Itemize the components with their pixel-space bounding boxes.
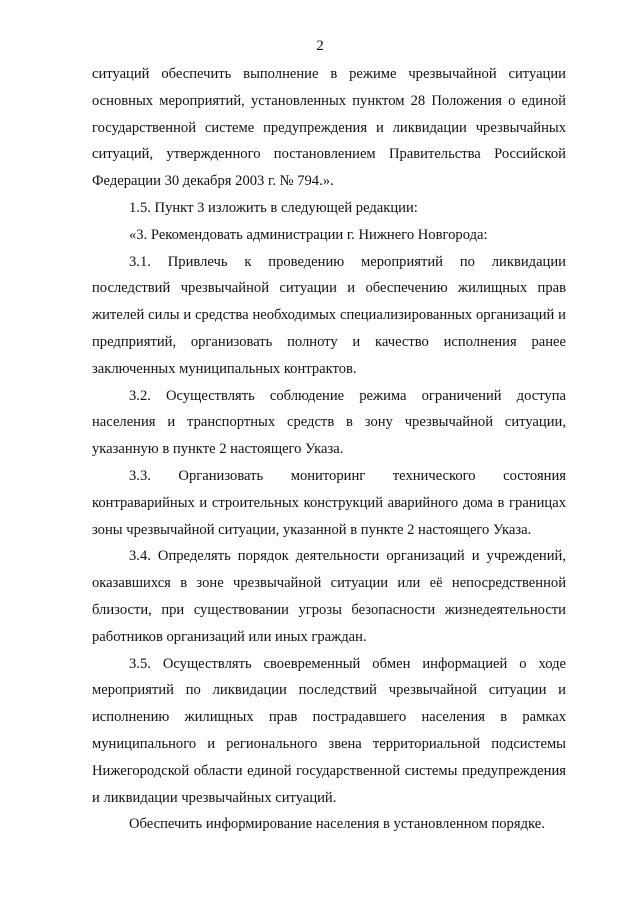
paragraph-inform: Обеспечить информирование населения в установленном порядке.	[129, 816, 545, 833]
paragraph-3-5: 3.5. Осуществлять своевременный обмен информацией о ходе мероприятий по ликвидации последствий чрезвычайной ситуации и исполнению жилищных прав пострадавшего населения в рамках муниципального и регионального звена территориальной подсистемы Нижегородской области единой государственной системы предупреждения и ликвидации чрезвычайных ситуаций.	[92, 655, 566, 806]
paragraph-continued: ситуаций обеспечить выполнение в режиме чрезвычайной ситуации основных мероприятий, установленных пунктом 28 Положения о единой государственной системе предупреждения и ликвидации чрезвычайных ситуаций, утвержденного постановлением Правительства Российской Федерации 30 декабря 2003 г. № 794.».	[92, 66, 566, 190]
paragraph-3-2: 3.2. Осуществлять соблюдение режима ограничений доступа населения и транспортных средств в зону чрезвычайной ситуации, указанную в пункте 2 настоящего Указа.	[92, 387, 566, 458]
paragraph-3: «3. Рекомендовать администрации г. Нижнего Новгорода:	[129, 226, 488, 243]
paragraph-3-3: 3.3. Организовать мониторинг технического состояния контраварийных и строительных конструкций аварийного дома в границах зоны чрезвычайной ситуации, указанной в пункте 2 настоящего Указа.	[92, 467, 566, 538]
paragraph-3-1: 3.1. Привлечь к проведению мероприятий по ликвидации последствий чрезвычайной ситуации и обеспечению жилищных прав жителей силы и средства необходимых специализированных организаций и предприятий, организовать полноту и качество исполнения ранее заключенных муниципальных контрактов.	[92, 253, 566, 377]
paragraph-1-5: 1.5. Пункт 3 изложить в следующей редакции:	[129, 199, 418, 216]
document-body	[92, 61, 566, 838]
page-number: 2	[316, 38, 324, 54]
paragraph-3-4: 3.4. Определять порядок деятельности организаций и учреждений, оказавшихся в зоне чрезвычайной ситуации или её непосредственной близости, при существовании угрозы безопасности жизнедеятельности работников организаций или иных граждан.	[92, 548, 566, 645]
